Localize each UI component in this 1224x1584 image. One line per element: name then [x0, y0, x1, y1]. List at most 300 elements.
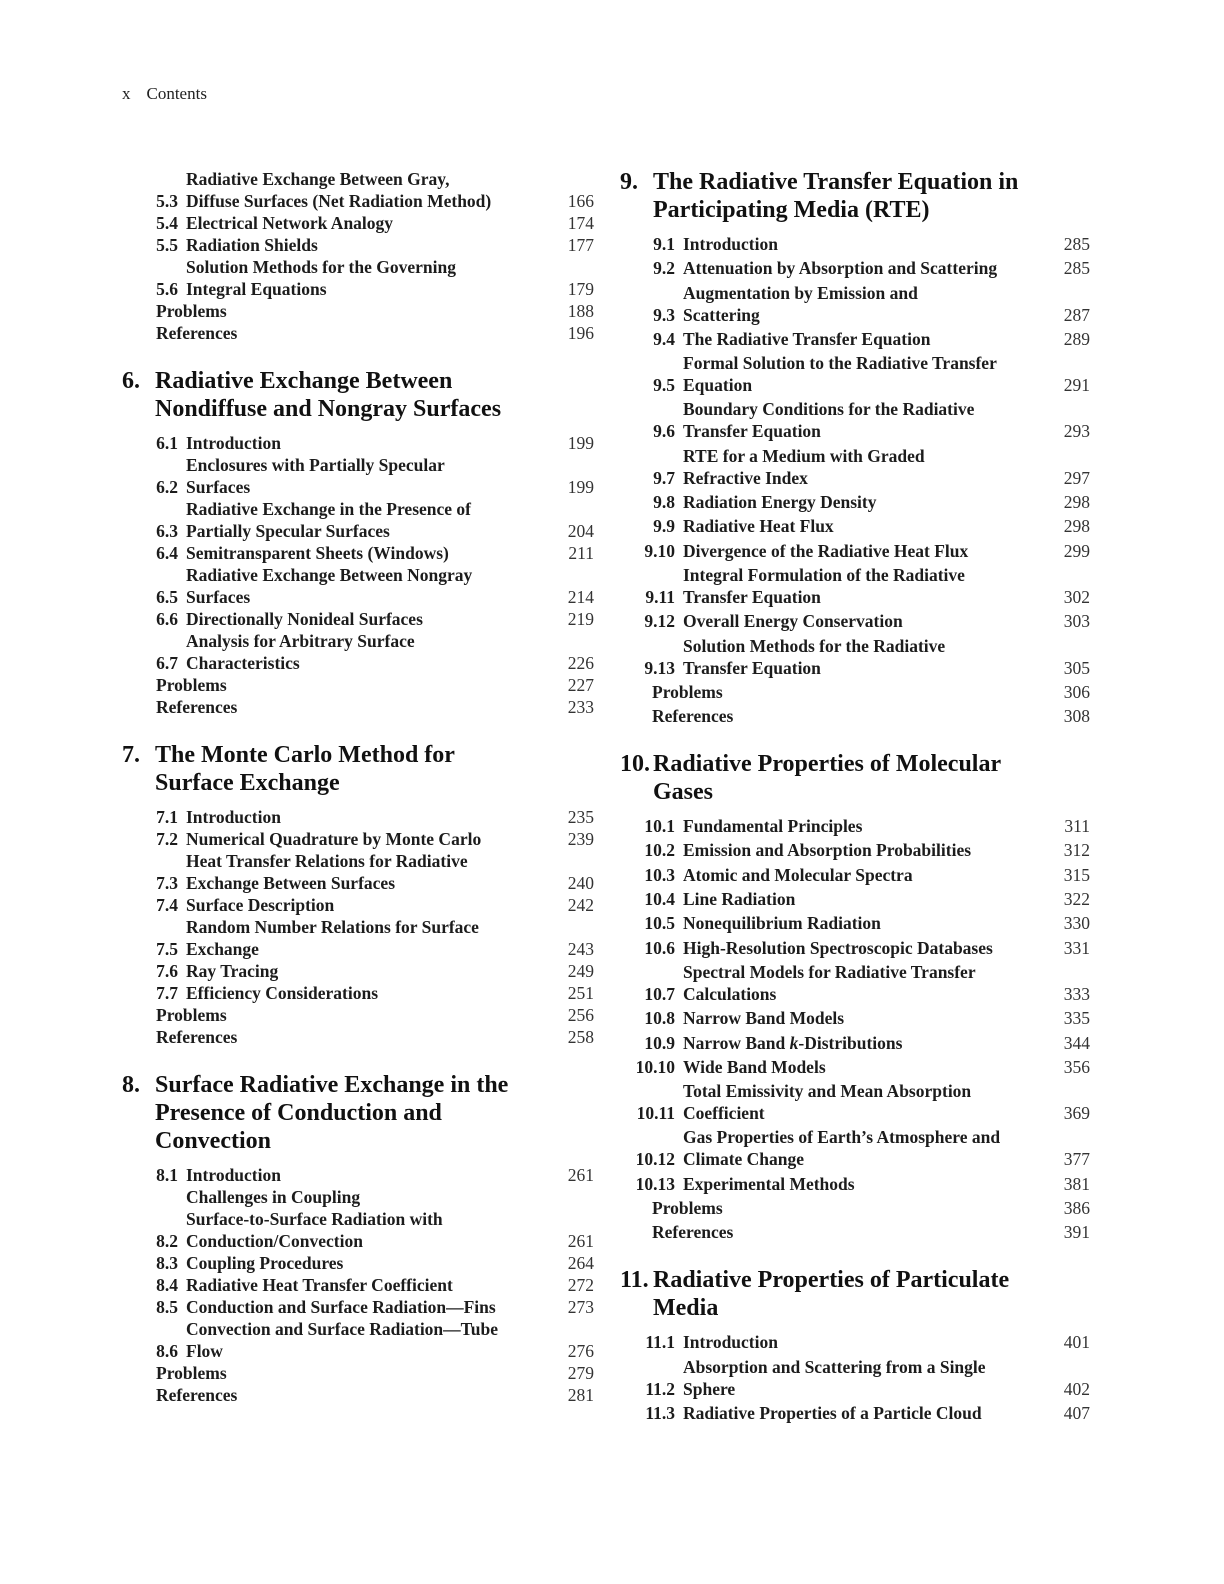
section-title	[620, 1197, 1046, 1219]
page-number: 276	[567, 1341, 594, 1361]
page-number: 303	[1063, 611, 1090, 632]
page-number: 285	[1063, 258, 1090, 279]
section-title	[683, 257, 1046, 279]
chapter-heading[interactable]	[122, 1071, 594, 1155]
toc-entry[interactable]	[620, 610, 1090, 632]
section-title-line: Narrow Band Models	[683, 1008, 845, 1029]
toc-entry-unnumbered[interactable]	[620, 1221, 1090, 1243]
section-title	[186, 806, 550, 828]
page-number: 196	[567, 323, 594, 343]
section-number: 9.1	[653, 234, 675, 254]
toc-entry[interactable]	[122, 960, 594, 982]
section-title-line: Exchange	[186, 939, 259, 959]
section-title-line: Numerical Quadrature by Monte Carlo	[186, 829, 482, 849]
page-number: 239	[567, 829, 594, 849]
section-title-line: Radiative Exchange Between Nongray	[186, 565, 473, 585]
section-title	[683, 888, 1046, 910]
section-number: 5.4	[156, 213, 178, 233]
page-number: 256	[567, 1005, 594, 1025]
section-number: 6.7	[156, 653, 178, 673]
section-title-line: Boundary Conditions for the Radiative	[683, 399, 975, 420]
section-title	[683, 352, 1046, 396]
section-title-line: Introduction	[683, 1332, 778, 1353]
section-title-line: Problems	[652, 1198, 723, 1219]
page-number: 377	[1063, 1149, 1090, 1170]
section-number: 9.2	[653, 258, 675, 279]
section-title	[122, 1004, 550, 1026]
section-title	[683, 1126, 1046, 1170]
section-title	[122, 1362, 550, 1384]
section-number: 9.4	[653, 328, 675, 349]
section-title-line: Radiative Properties of a Particle Cloud	[683, 1402, 982, 1423]
toc-entry[interactable]	[122, 454, 594, 498]
toc-entry[interactable]	[620, 352, 1090, 396]
section-title	[186, 1252, 550, 1274]
section-title-line: Electrical Network Analogy	[186, 213, 394, 233]
section-title	[683, 328, 1046, 350]
section-title-line: Introduction	[186, 807, 281, 827]
section-title-line: Line Radiation	[683, 889, 796, 910]
section-number: 9.8	[653, 492, 675, 513]
section-title-line: Overall Energy Conservation	[683, 611, 903, 632]
page-number: 298	[1063, 516, 1090, 537]
section-title	[122, 674, 550, 696]
chapter-title	[155, 1071, 594, 1155]
toc-entry[interactable]	[122, 828, 594, 850]
toc-entry-unnumbered[interactable]	[122, 1004, 594, 1026]
toc-entry[interactable]	[620, 1173, 1090, 1195]
page-number: 177	[567, 235, 594, 255]
section-title	[186, 850, 550, 894]
toc-entry[interactable]	[122, 432, 594, 454]
toc-entry[interactable]	[122, 806, 594, 828]
chapter-section	[620, 1266, 1090, 1424]
page-number: 251	[567, 983, 594, 1003]
toc-entry[interactable]	[122, 234, 594, 256]
toc-entry-unnumbered[interactable]	[122, 1026, 594, 1048]
page-number: 322	[1063, 889, 1090, 910]
toc-entry[interactable]	[620, 1032, 1090, 1054]
toc-entry[interactable]	[620, 1056, 1090, 1078]
page-number: 219	[567, 609, 594, 629]
page-number: 331	[1063, 937, 1090, 958]
section-title-line: Exchange Between Surfaces	[186, 873, 396, 893]
section-title-line: Atomic and Molecular Spectra	[683, 864, 913, 885]
page-number: 214	[567, 587, 594, 607]
page-number: 298	[1063, 492, 1090, 513]
section-title	[122, 1026, 550, 1048]
page-number: 305	[1063, 657, 1090, 678]
toc-entry[interactable]	[122, 850, 594, 894]
section-title-line: Divergence of the Radiative Heat Flux	[683, 540, 969, 561]
page-number: 242	[567, 895, 594, 915]
page-number: 281	[567, 1385, 594, 1405]
section-number: 10.12	[635, 1149, 675, 1170]
section-number: 10.6	[644, 937, 675, 958]
page-number: 291	[1063, 375, 1090, 396]
toc-entry[interactable]	[620, 864, 1090, 886]
section-title-line: Radiation Shields	[186, 235, 318, 255]
section-number: 7.1	[156, 807, 178, 827]
section-title	[683, 912, 1046, 934]
toc-entry-unnumbered[interactable]	[122, 1384, 594, 1406]
section-title-line: Equation	[683, 375, 753, 396]
page-number: 335	[1063, 1008, 1090, 1029]
section-title-line: Integral Equations	[186, 279, 327, 299]
section-title	[683, 1032, 1046, 1054]
section-title	[186, 498, 550, 542]
section-title-line: Sphere	[683, 1378, 736, 1399]
section-number: 8.4	[156, 1275, 178, 1295]
page-number: 188	[567, 301, 594, 321]
page-number: 261	[567, 1165, 594, 1185]
section-title-line: References	[156, 697, 238, 717]
page-number: 302	[1063, 586, 1090, 607]
toc-entry[interactable]	[620, 398, 1090, 442]
page-number: x	[122, 84, 131, 103]
section-title-line: Total Emissivity and Mean Absorption	[683, 1081, 972, 1102]
section-title-line: Diffuse Surfaces (Net Radiation Method)	[186, 191, 492, 211]
page-number: 289	[1063, 328, 1090, 349]
section-number: 9.6	[653, 421, 675, 442]
toc-entry[interactable]	[122, 630, 594, 674]
section-title-line: Ray Tracing	[186, 961, 279, 981]
page-number: 226	[567, 653, 594, 673]
toc-entry-unnumbered[interactable]	[620, 705, 1090, 727]
chapter-title	[653, 750, 1090, 806]
toc-entry-unnumbered[interactable]	[122, 1362, 594, 1384]
toc-entry[interactable]	[122, 1318, 594, 1362]
section-number: 6.1	[156, 433, 178, 453]
toc-entry[interactable]	[620, 257, 1090, 279]
section-title	[186, 454, 550, 498]
section-title-line: Introduction	[186, 1165, 281, 1185]
chapter-heading[interactable]	[122, 367, 594, 423]
chapter-number: 9.	[620, 169, 638, 195]
toc-entry[interactable]	[620, 815, 1090, 837]
section-number: 10.1	[644, 816, 675, 837]
section-title	[683, 937, 1046, 959]
chapter-heading[interactable]	[620, 168, 1090, 224]
section-title-line: Introduction	[683, 234, 778, 254]
toc-entry[interactable]	[620, 445, 1090, 489]
toc-entry[interactable]	[620, 937, 1090, 959]
section-title	[186, 916, 550, 960]
section-title	[683, 564, 1046, 608]
toc-entry[interactable]	[122, 1252, 594, 1274]
toc-entry-unnumbered[interactable]	[122, 300, 594, 322]
section-title-line: Spectral Models for Radiative Transfer	[683, 961, 976, 982]
toc-entry[interactable]	[122, 1296, 594, 1318]
section-title	[683, 610, 1046, 632]
section-title-line: Surface-to-Surface Radiation with	[186, 1209, 443, 1229]
chapter-title-line: Radiative Properties of Molecular	[653, 751, 1002, 778]
toc-entry-unnumbered[interactable]	[122, 674, 594, 696]
section-title-line: Climate Change	[683, 1149, 805, 1170]
section-title	[683, 1331, 1046, 1353]
section-number: 10.13	[635, 1173, 675, 1194]
chapter-title-line: Surface Exchange	[155, 770, 340, 796]
section-number: 6.4	[156, 543, 178, 563]
section-number: 10.9	[644, 1032, 675, 1053]
page-number: 315	[1063, 864, 1090, 885]
section-title-line: Efficiency Considerations	[186, 983, 379, 1003]
chapter-heading[interactable]	[620, 1266, 1090, 1322]
section-number: 7.4	[156, 895, 178, 915]
chapter-heading[interactable]	[122, 741, 594, 797]
section-number: 10.11	[636, 1103, 675, 1124]
toc-entry[interactable]	[620, 961, 1090, 1005]
section-title-line: Surfaces	[186, 477, 251, 497]
section-title	[683, 445, 1046, 489]
running-head-title: Contents	[146, 84, 207, 103]
section-number: 9.12	[644, 611, 675, 632]
section-title	[186, 982, 550, 1004]
toc-entry[interactable]	[620, 1007, 1090, 1029]
section-title	[186, 256, 550, 300]
toc-entry[interactable]	[620, 1126, 1090, 1170]
section-title-line: Enclosures with Partially Specular	[186, 455, 445, 475]
section-title-line: Radiative Heat Transfer Coefficient	[186, 1275, 453, 1295]
section-title	[186, 1296, 550, 1318]
chapter-title-line: The Radiative Transfer Equation in	[653, 169, 1019, 195]
running-head	[122, 84, 207, 104]
section-title-line: Analysis for Arbitrary Surface	[186, 631, 415, 651]
toc-entry[interactable]	[620, 1080, 1090, 1124]
toc-entry[interactable]	[122, 608, 594, 630]
section-title	[186, 1186, 550, 1252]
page-number: 391	[1063, 1222, 1090, 1243]
toc-entry[interactable]	[122, 256, 594, 300]
toc-entry[interactable]	[620, 635, 1090, 679]
page-number: 243	[567, 939, 594, 959]
page-number: 401	[1063, 1332, 1090, 1353]
page-number: 179	[567, 279, 594, 299]
chapter-title-line: The Monte Carlo Method for	[155, 742, 455, 768]
section-title	[683, 1056, 1046, 1078]
page-number: 297	[1063, 467, 1090, 488]
section-title	[620, 705, 1046, 727]
section-title	[122, 322, 550, 344]
page-number: 306	[1063, 681, 1090, 702]
section-number: 7.5	[156, 939, 178, 959]
section-title-line: Fundamental Principles	[683, 816, 863, 837]
page-number: 279	[567, 1363, 594, 1383]
section-number: 10.8	[644, 1008, 675, 1029]
section-title-line: Introduction	[186, 433, 281, 453]
section-title-line: Experimental Methods	[683, 1173, 855, 1194]
section-title	[186, 1164, 550, 1186]
page-number: 344	[1063, 1032, 1090, 1053]
toc-entry[interactable]	[122, 564, 594, 608]
section-title-line: Solution Methods for the Radiative	[683, 635, 946, 656]
section-title-line: References	[156, 323, 238, 343]
toc-entry-unnumbered[interactable]	[122, 322, 594, 344]
toc-column-left	[122, 168, 594, 1429]
toc-entry[interactable]	[620, 1356, 1090, 1400]
section-title-line: References	[652, 1222, 734, 1243]
toc-entry[interactable]	[620, 1402, 1090, 1424]
chapter-title-line: Media	[653, 1295, 719, 1322]
section-title	[186, 212, 550, 234]
section-title	[122, 300, 550, 322]
toc-entry[interactable]	[620, 328, 1090, 350]
chapter-section	[122, 168, 594, 344]
toc-entry[interactable]	[620, 540, 1090, 562]
section-number: 10.10	[635, 1056, 675, 1077]
section-number: 11.3	[645, 1402, 675, 1423]
toc-entry[interactable]	[122, 1164, 594, 1186]
section-title	[186, 894, 550, 916]
page-number: 285	[1063, 234, 1090, 254]
section-title-line: RTE for a Medium with Graded	[683, 445, 925, 466]
chapter-title	[155, 741, 594, 797]
chapter-title-line: Convection	[155, 1128, 271, 1154]
section-title-line: Heat Transfer Relations for Radiative	[186, 851, 468, 871]
section-number: 9.3	[653, 304, 675, 325]
page-number: 227	[567, 675, 594, 695]
section-number: 6.2	[156, 477, 178, 497]
section-number: 5.6	[156, 279, 178, 299]
chapter-title	[653, 168, 1090, 224]
toc-entry[interactable]	[620, 515, 1090, 537]
chapter-number: 8.	[122, 1072, 140, 1098]
toc-entry[interactable]	[122, 168, 594, 212]
chapter-section	[122, 367, 594, 718]
section-number: 9.10	[644, 540, 675, 561]
page-number: 199	[567, 477, 594, 497]
section-title	[683, 540, 1046, 562]
chapter-heading[interactable]	[620, 750, 1090, 806]
section-number: 9.9	[653, 516, 675, 537]
section-title-line: Problems	[652, 681, 723, 702]
section-title-line: References	[156, 1385, 238, 1405]
section-title	[683, 491, 1046, 513]
page-number: 407	[1063, 1402, 1090, 1423]
chapter-section	[122, 1071, 594, 1406]
section-title	[683, 839, 1046, 861]
toc-entry[interactable]	[620, 1331, 1090, 1353]
section-number: 7.2	[156, 829, 178, 849]
page-number: 166	[567, 191, 594, 211]
toc-entry[interactable]	[122, 894, 594, 916]
toc-entry[interactable]	[122, 982, 594, 1004]
section-number: 5.5	[156, 235, 178, 255]
section-title-line: Radiation Energy Density	[683, 492, 877, 513]
section-number: 5.3	[156, 191, 178, 211]
chapter-number: 10.	[620, 751, 650, 778]
toc-entry[interactable]	[122, 1186, 594, 1252]
toc-entry[interactable]	[620, 233, 1090, 255]
section-title-line: Narrow Band k-Distributions	[683, 1032, 903, 1053]
section-title	[683, 635, 1046, 679]
section-number: 10.3	[644, 864, 675, 885]
chapter-section	[122, 741, 594, 1048]
page-number: 204	[567, 521, 594, 541]
toc-entry[interactable]	[122, 498, 594, 542]
page-number: 233	[567, 697, 594, 717]
page-number: 199	[567, 433, 594, 453]
page-number: 287	[1063, 304, 1090, 325]
section-title	[620, 681, 1046, 703]
toc-entry[interactable]	[620, 282, 1090, 326]
section-title-line: Calculations	[683, 983, 777, 1004]
page-number: 264	[567, 1253, 594, 1273]
section-title-line: Radiative Heat Flux	[683, 516, 834, 537]
toc-entry[interactable]	[620, 839, 1090, 861]
section-title-line: Integral Formulation of the Radiative	[683, 564, 965, 585]
section-title-line: Convection and Surface Radiation—Tube	[186, 1319, 498, 1339]
section-number: 10.7	[644, 983, 675, 1004]
page-number: 273	[567, 1297, 594, 1317]
section-title	[683, 1356, 1046, 1400]
page-number: 261	[567, 1231, 594, 1251]
section-title-line: Problems	[156, 301, 227, 321]
section-title	[683, 1080, 1046, 1124]
section-number: 8.6	[156, 1341, 178, 1361]
chapter-title-line: Nondiffuse and Nongray Surfaces	[155, 396, 502, 422]
chapter-title-line: Surface Radiative Exchange in the	[155, 1072, 509, 1098]
section-title-line: Problems	[156, 1005, 227, 1025]
chapter-title	[155, 367, 594, 423]
toc-entry-unnumbered[interactable]	[122, 696, 594, 718]
section-title	[186, 608, 550, 630]
section-title-line: Wide Band Models	[683, 1056, 826, 1077]
chapter-title-line: Radiative Properties of Particulate	[653, 1267, 1010, 1294]
section-title-line: Problems	[156, 1363, 227, 1383]
section-title-line: Solution Methods for the Governing	[186, 257, 456, 277]
toc-entry[interactable]	[122, 542, 594, 564]
toc-entry-unnumbered[interactable]	[620, 1197, 1090, 1219]
section-number: 6.6	[156, 609, 178, 629]
section-title-line: Surface Description	[186, 895, 335, 915]
toc-entry-unnumbered[interactable]	[620, 681, 1090, 703]
section-title	[683, 282, 1046, 326]
section-title-line: Augmentation by Emission and	[683, 282, 918, 303]
section-title	[186, 960, 550, 982]
section-title-line: Random Number Relations for Surface	[186, 917, 479, 937]
section-number: 7.3	[156, 873, 178, 893]
section-title	[186, 828, 550, 850]
toc-entry[interactable]	[620, 491, 1090, 513]
chapter-section	[620, 168, 1090, 727]
section-number: 9.7	[653, 467, 675, 488]
section-number: 9.13	[644, 657, 675, 678]
section-title	[186, 432, 550, 454]
toc-entry[interactable]	[620, 912, 1090, 934]
chapter-number: 11.	[620, 1267, 649, 1294]
section-title-line: Refractive Index	[683, 467, 808, 488]
section-title-line: Gas Properties of Earth’s Atmosphere and	[683, 1127, 1001, 1148]
section-title-line: Challenges in Coupling	[186, 1187, 361, 1207]
section-title	[122, 1384, 550, 1406]
page-number: 356	[1063, 1056, 1090, 1077]
toc-entry[interactable]	[122, 212, 594, 234]
page-number: 333	[1063, 983, 1090, 1004]
section-title-line: Formal Solution to the Radiative Transfer	[683, 353, 997, 374]
toc-entry[interactable]	[122, 916, 594, 960]
toc-entry[interactable]	[122, 1274, 594, 1296]
section-number: 9.5	[653, 375, 675, 396]
section-title-line: Coefficient	[683, 1103, 765, 1124]
page-number: 293	[1063, 421, 1090, 442]
section-number: 9.11	[645, 586, 675, 607]
section-title	[122, 696, 550, 718]
toc-entry[interactable]	[620, 888, 1090, 910]
section-title-line: Semitransparent Sheets (Windows)	[186, 543, 449, 563]
section-title	[683, 515, 1046, 537]
toc-entry[interactable]	[620, 564, 1090, 608]
